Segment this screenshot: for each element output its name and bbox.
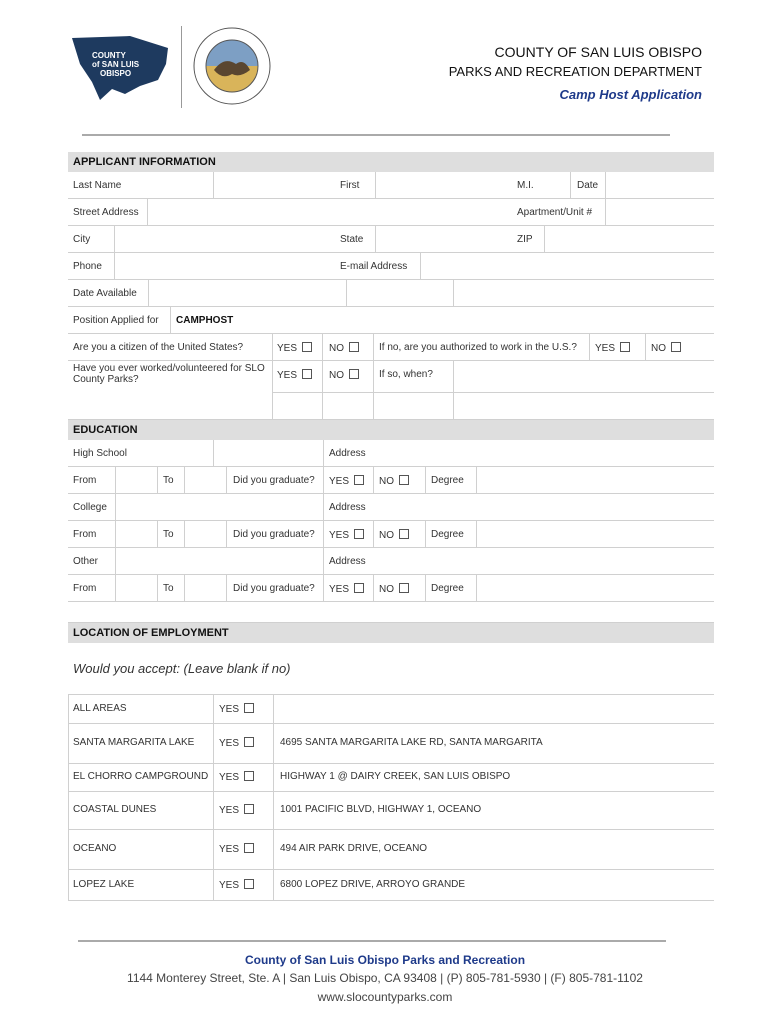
footer-rule [78,940,666,942]
authorized-no-option[interactable]: NO [651,342,681,354]
position-value: CAMPHOST [176,315,234,326]
other-school-field[interactable] [116,548,322,574]
citizen-no-option[interactable]: NO [329,342,359,354]
citizen-no-checkbox[interactable] [349,342,359,352]
other-yes-checkbox[interactable] [354,583,364,593]
authorized-no-checkbox[interactable] [671,342,681,352]
location-address: HIGHWAY 1 @ DAIRY CREEK, SAN LUIS OBISPO [280,771,511,782]
location-address: 494 AIR PARK DRIVE, OCEANO [280,843,428,854]
location-address: 4695 SANTA MARGARITA LAKE RD, SANTA MARGARITA [280,737,543,748]
citizen-yes-checkbox[interactable] [302,342,312,352]
position-label: Position Applied for [73,315,159,326]
form-title: Camp Host Application [559,87,702,102]
location-address: 1001 PACIFIC BLVD, HIGHWAY 1, OCEANO [280,804,482,815]
worked-no-option[interactable]: NO [329,369,359,381]
college-yes-option[interactable]: YES [329,529,364,541]
citizen-question: Are you a citizen of the United States? [73,342,244,353]
location-yes-option[interactable]: YES [219,843,254,855]
college-field[interactable] [116,494,322,520]
email-field[interactable] [421,253,714,279]
worked-yes-option[interactable]: YES [277,369,312,381]
high-school-degree-label: Degree [431,475,464,486]
location-yes-option[interactable]: YES [219,771,254,783]
other-to-label: To [163,583,174,594]
date-available-field[interactable] [149,280,345,306]
other-no-option[interactable]: NO [379,583,409,595]
citizen-yes-option[interactable]: YES [277,342,312,354]
authorized-question: If no, are you authorized to work in the U.S.? [379,342,577,353]
college-address-label: Address [329,502,366,513]
college-degree-label: Degree [431,529,464,540]
authorized-yes-option[interactable]: YES [595,342,630,354]
org-name: COUNTY OF SAN LUIS OBISPO [494,44,702,60]
other-from-label: From [73,583,97,594]
applicant-section-header: APPLICANT INFORMATION [68,152,714,172]
street-address-label: Street Address [73,207,139,218]
last-name-field[interactable] [214,172,334,198]
location-name: OCEANO [73,843,117,854]
phone-field[interactable] [115,253,333,279]
college-no-checkbox[interactable] [399,529,409,539]
location-name: ALL AREAS [73,703,127,714]
college-label: College [73,502,107,513]
logo-text-obispo: OBISPO [100,69,132,78]
high-school-address-label: Address [329,448,366,459]
high-school-graduate-question: Did you graduate? [233,475,315,486]
college-yes-checkbox[interactable] [354,529,364,539]
location-yes-option[interactable]: YES [219,804,254,816]
high-school-from-label: From [73,475,97,486]
high-school-label: High School [73,448,127,459]
location-name: SANTA MARGARITA LAKE [73,737,195,748]
college-address-field[interactable] [373,494,714,520]
college-graduate-question: Did you graduate? [233,529,315,540]
college-no-option[interactable]: NO [379,529,409,541]
location-section-header: LOCATION OF EMPLOYMENT [68,623,714,643]
other-school-label: Other [73,556,99,567]
location-yes-checkbox[interactable] [244,771,254,781]
mi-field[interactable] [540,172,570,198]
location-yes-checkbox[interactable] [244,879,254,889]
location-name: EL CHORRO CAMPGROUND [73,771,209,782]
high-school-address-field[interactable] [373,440,714,466]
location-yes-checkbox[interactable] [244,843,254,853]
state-label: State [340,234,364,245]
high-school-yes-checkbox[interactable] [354,475,364,485]
logo-text-san-luis: of SAN LUIS [92,60,140,69]
college-to-label: To [163,529,174,540]
location-yes-checkbox[interactable] [244,804,254,814]
location-name: COASTAL DUNES [73,804,157,815]
location-name: LOPEZ LAKE [73,879,135,890]
worked-before-question: Have you ever worked/volunteered for SLO County Parks? [73,363,265,385]
phone-label: Phone [73,261,102,272]
parks-seal [192,26,272,106]
location-yes-checkbox[interactable] [244,703,254,713]
location-yes-option[interactable]: YES [219,879,254,891]
if-so-when-field[interactable] [454,361,714,387]
last-name-label: Last Name [73,180,122,191]
high-school-to-label: To [163,475,174,486]
first-name-field[interactable] [376,172,510,198]
logo-divider [181,26,182,108]
county-logo [70,34,170,102]
date-field[interactable] [606,172,714,198]
footer-org: County of San Luis Obispo Parks and Recreation [244,953,526,967]
high-school-field[interactable] [128,440,322,466]
location-prompt: Would you accept: (Leave blank if no) [73,661,291,676]
college-from-label: From [73,529,97,540]
date-label: Date [577,180,599,191]
location-yes-option[interactable]: YES [219,703,254,715]
other-address-label: Address [329,556,366,567]
apartment-unit-field[interactable] [606,199,714,225]
other-degree-label: Degree [431,583,464,594]
if-so-when-label: If so, when? [379,369,433,380]
street-address-field[interactable] [148,199,510,225]
location-yes-checkbox[interactable] [244,737,254,747]
worked-no-checkbox[interactable] [349,369,359,379]
high-school-no-checkbox[interactable] [399,475,409,485]
zip-label: ZIP [517,234,533,245]
mi-label: M.I. [517,180,534,191]
education-section-header: EDUCATION [68,420,714,440]
other-graduate-question: Did you graduate? [233,583,315,594]
authorized-yes-checkbox[interactable] [620,342,630,352]
date-available-label: Date Available [73,288,137,299]
apartment-unit-label: Apartment/Unit # [517,207,593,218]
department-name: PARKS AND RECREATION DEPARTMENT [448,64,702,79]
logo-text-county: COUNTY [92,51,126,60]
footer-website[interactable]: www.slocountyparks.com [317,990,453,1004]
other-yes-option[interactable]: YES [329,583,364,595]
email-label: E-mail Address [340,261,408,272]
location-yes-option[interactable]: YES [219,737,254,749]
city-label: City [73,234,91,245]
zip-field[interactable] [545,226,714,252]
location-address: 6800 LOPEZ DRIVE, ARROYO GRANDE [280,879,466,890]
other-address-field[interactable] [373,548,714,574]
high-school-no-option[interactable]: NO [379,475,409,487]
high-school-yes-option[interactable]: YES [329,475,364,487]
footer-address: 1144 Monterey Street, Ste. A | San Luis Obispo, CA 93408 | (P) 805-781-5930 | (F) 805-781-1102 [127,971,643,985]
worked-yes-checkbox[interactable] [302,369,312,379]
first-name-label: First [340,180,360,191]
city-field[interactable] [115,226,333,252]
state-field[interactable] [376,226,510,252]
header-rule [82,134,670,136]
other-no-checkbox[interactable] [399,583,409,593]
